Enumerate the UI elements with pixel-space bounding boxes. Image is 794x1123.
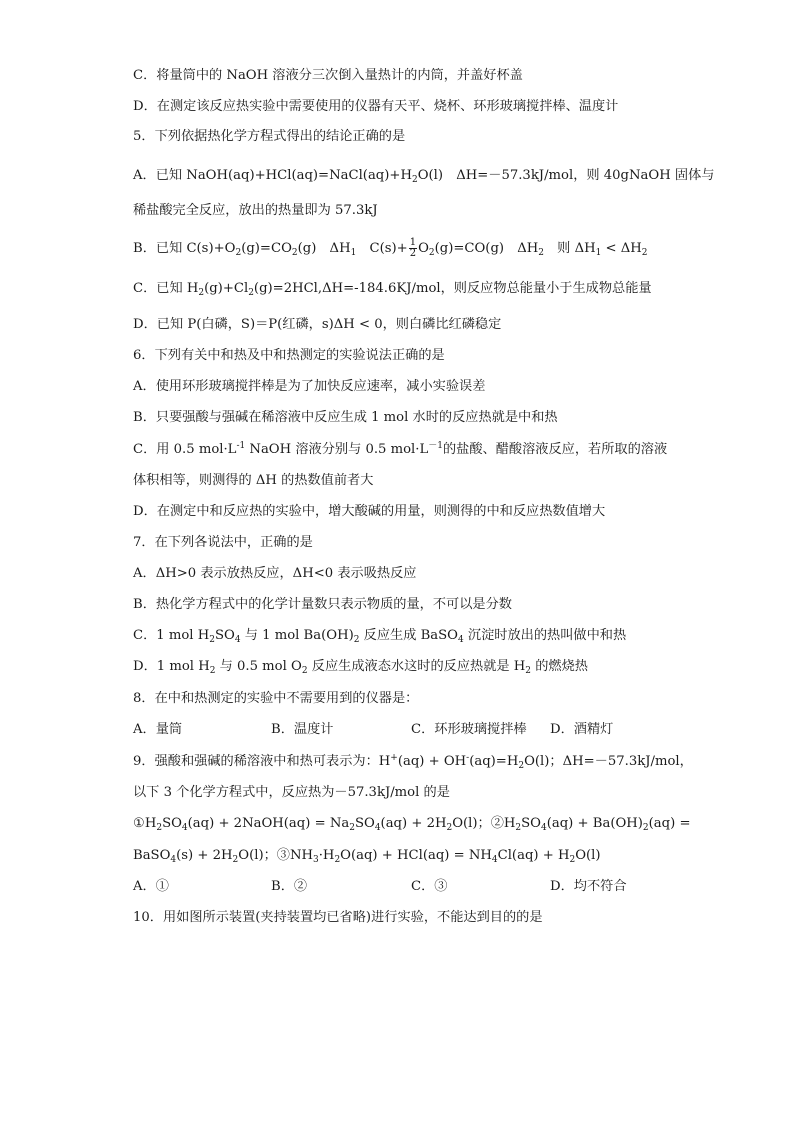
q9-option-c: C．③	[411, 879, 448, 894]
q7-option-b: B．热化学方程式中的化学计量数只表示物质的量，不可以是分数	[133, 597, 512, 612]
q5-option-c: C．已知 $H_2(g)+Cl_2(g)=2HCl,\Delta H=-184.6KJ$/mol，则反应物总能量小于生成物总能量	[133, 281, 652, 298]
q5-stem: 5．下列依据热化学方程式得出的结论正确的是	[133, 129, 406, 144]
q9-options	[133, 877, 627, 897]
q6-stem: 6．下列有关中和热及中和热测定的实验说法正确的是	[133, 348, 445, 363]
q8-option-d: D．酒精灯	[550, 722, 614, 737]
q9-stem-cont: 以下 3 个化学方程式中，反应热为－57.3kJ/mol 的是	[133, 785, 450, 800]
q7-stem: 7．在下列各说法中，正确的是	[133, 535, 313, 550]
q5-option-a: A．已知 $NaOH(aq)+HCl(aq)=NaCl(aq)+H_2O(l)$ ΔH=－57.3kJ/mol，则 40gNaOH 固体与	[133, 168, 715, 185]
q9-equations-2: BaSO$_4$(s) + $2H_2O(l)$；$③NH_3\cdot H_2O(aq) + HCl(aq) = NH_4Cl(aq) + H_2O(l)$	[133, 848, 601, 865]
q5-option-d: D．已知 P(白磷，S)＝P(红磷，s)ΔH < 0，则白磷比红磷稳定	[133, 317, 502, 332]
q6-option-b: B．只要强酸与强碱在稀溶液中反应生成 1 mol 水时的反应热就是中和热	[133, 410, 558, 425]
q10-stem: 10．用如图所示装置(夹持装置均已省略)进行实验，不能达到目的的是	[133, 910, 543, 925]
fraction-one-half: $\frac{1}{2}$	[409, 237, 417, 259]
q8-option-b: B．温度计	[271, 722, 334, 737]
q8-option-a: A．量筒	[133, 722, 183, 737]
q8-options	[133, 720, 613, 740]
q4-option-d: D．在测定该反应热实验中需要使用的仪器有天平、烧杯、环形玻璃搅拌棒、温度计	[133, 99, 619, 114]
q6-option-c: C．用 0.5 $mol\cdot L^{-1}$ NaOH 溶液分别与 0.5 $mol\cdot L^{-1}$的盐酸、醋酸溶液反应，若所取的溶液	[133, 441, 668, 457]
q8-stem: 8．在中和热测定的实验中不需要用到的仪器是：	[133, 691, 419, 706]
q7-option-a: A．ΔH>0 表示放热反应，ΔH<0 表示吸热反应	[133, 566, 417, 581]
q9-option-a: A．①	[133, 879, 169, 894]
q6-option-a: A．使用环形玻璃搅拌棒是为了加快反应速率，减小实验误差	[133, 379, 486, 394]
q7-option-d: D．1 mol $H_2$ 与 0.5 mol $O_2$ 反应生成液态水这时的反应热就是 $H_2$ 的燃烧热	[133, 659, 588, 676]
q9-option-b: B．②	[271, 879, 308, 894]
q5-option-b: B．已知 $C(s)+O_2(g)=CO_2(g)$ $\Delta H_1$ C(s)+ $\frac{1}{2}$ $O_2(g)=CO(g)$ $\Delta H_2$ 则 $\Delta H_1 < \Delta H_2$	[133, 237, 648, 259]
q8-option-c: C．环形玻璃搅拌棒	[411, 722, 527, 737]
q4-option-c: C．将量筒中的 NaOH 溶液分三次倒入量热计的内筒，并盖好杯盖	[133, 68, 523, 83]
q5-option-a-cont: 稀盐酸完全反应，放出的热量即为 57.3kJ	[133, 203, 378, 218]
q9-equations-1: $①H_2SO_4(aq)$ + 2NaOH(aq) = $Na_2SO_4(aq) + 2H_2O(l)$；$②H_2SO_4(aq) + Ba(OH)_2(aq)$ =	[133, 816, 691, 833]
q9-option-d: D．均不符合	[550, 879, 627, 894]
q7-option-c: C．1 mol $H_2SO_4$ 与 1 mol $Ba(OH)_2$ 反应生成 BaSO$_4$ 沉淀时放出的热叫做中和热	[133, 628, 627, 645]
q6-option-c-cont: 体积相等，则测得的 ΔH 的热数值前者大	[133, 473, 374, 488]
q9-stem: 9．强酸和强碱的稀溶液中和热可表示为：$H^+(aq) + OH^-(aq)=H_2O(l)$；ΔH=－57.3kJ/mol，	[133, 753, 693, 771]
q6-option-d: D．在测定中和反应热的实验中，增大酸碱的用量，则测得的中和反应热数值增大	[133, 504, 606, 519]
